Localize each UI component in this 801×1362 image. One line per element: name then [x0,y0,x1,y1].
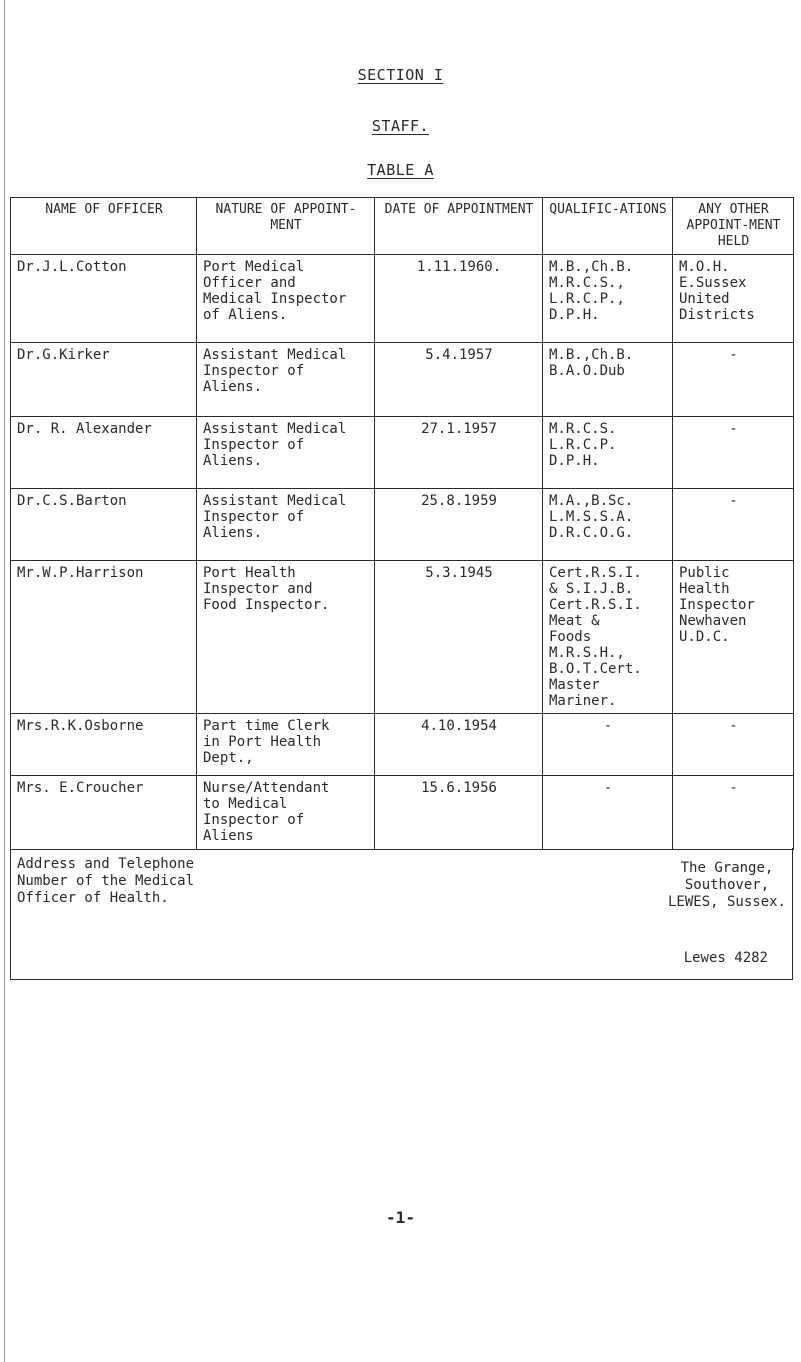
cell-other-appointment-line: Inspector [679,597,755,613]
cell-appointment-nature [197,561,375,714]
section-title [0,66,801,84]
cell-appointment-nature-line: Officer and [203,275,296,291]
footer-label [17,856,194,907]
cell-qualifications-line: M.R.C.S. [549,421,617,437]
cell-other-appointment [673,417,794,489]
staff-title-text: STAFF. [371,117,430,135]
cell-other-appointment-line: E.Sussex [679,275,747,291]
footer-phone: Lewes 4282 [683,950,768,966]
footer-label-line: Number of the Medical [17,873,195,889]
footer-address [668,860,786,911]
table-row [11,255,794,343]
cell-appointment-nature-line: Assistant Medical [203,421,347,437]
cell-qualifications-line: D.P.H. [549,453,600,469]
table-body [11,255,794,850]
column-header-date: DATE OF APPOINTMENT [375,198,543,255]
cell-qualifications [543,561,673,714]
cell-appointment-nature-line: Assistant Medical [203,347,347,363]
cell-qualifications-line: Cert.R.S.I. [549,565,642,581]
cell-qualifications-line: L.M.S.S.A. [549,509,634,525]
cell-other-appointment-line: Public [679,565,730,581]
cell-appointment-nature [197,714,375,776]
cell-qualifications-line: M.A.,B.Sc. [549,493,634,509]
cell-appointment-nature-line: to Medical [203,796,288,812]
cell-appointment-date: 15.6.1956 [375,776,543,850]
cell-other-appointment-line: Districts [679,307,755,323]
cell-appointment-nature-line: Nurse/Attendant [203,780,330,796]
cell-appointment-nature-line: Inspector of [203,437,305,453]
cell-appointment-nature-line: Part time Clerk [203,718,330,734]
cell-officer-name: Mrs. E.Croucher [11,776,197,850]
page-edge [4,0,5,1362]
cell-officer-name: Dr.G.Kirker [11,343,197,417]
footer-label-line: Officer of Health. [17,890,169,906]
table-row [11,489,794,561]
cell-other-appointment-line: - [729,347,738,363]
cell-qualifications-line: L.R.C.P., [549,291,625,307]
address-line: LEWES, Sussex. [667,894,786,910]
cell-qualifications-line: D.R.C.O.G. [549,525,634,541]
cell-appointment-nature [197,417,375,489]
cell-other-appointment [673,343,794,417]
cell-appointment-nature-line: Aliens. [203,453,263,469]
cell-appointment-nature [197,776,375,850]
cell-other-appointment [673,255,794,343]
table-row [11,561,794,714]
cell-appointment-nature-line: Inspector of [203,812,305,828]
cell-appointment-nature-line: of Aliens. [203,307,288,323]
cell-appointment-nature [197,489,375,561]
cell-appointment-nature-line: Aliens. [203,379,263,395]
cell-qualifications-line: - [603,780,613,796]
cell-appointment-nature-line: Inspector of [203,363,305,379]
cell-other-appointment-line: United [679,291,730,307]
cell-appointment-date: 1.11.1960. [375,255,543,343]
cell-other-appointment-line: - [729,493,738,509]
cell-qualifications-line: Meat & [549,613,600,629]
cell-other-appointment-line: U.D.C. [679,629,730,645]
page-number: -1- [386,1208,415,1227]
cell-other-appointment-line: Health [679,581,730,597]
cell-qualifications-line: M.R.C.S., [549,275,625,291]
cell-qualifications-line: M.B.,Ch.B. [549,347,634,363]
cell-appointment-nature-line: in Port Health [203,734,322,750]
address-line: Southover, [684,877,770,893]
cell-appointment-date: 5.4.1957 [375,343,543,417]
column-header-nature: NATURE OF APPOINT-MENT [197,198,375,255]
cell-appointment-date: 5.3.1945 [375,561,543,714]
cell-qualifications-line: L.R.C.P. [549,437,617,453]
cell-appointment-nature-line: Aliens [203,828,254,844]
table-header-row [11,198,794,255]
table-row [11,343,794,417]
cell-appointment-nature-line: Inspector of [203,509,305,525]
cell-qualifications-line: B.A.O.Dub [549,363,625,379]
cell-appointment-date: 27.1.1957 [375,417,543,489]
cell-officer-name: Dr. R. Alexander [11,417,197,489]
cell-officer-name: Dr.C.S.Barton [11,489,197,561]
column-header-other-appointment: ANY OTHER APPOINT-MENT HELD [673,198,794,255]
cell-appointment-nature [197,255,375,343]
cell-appointment-date: 4.10.1954 [375,714,543,776]
contact-footer [10,848,793,980]
cell-officer-name: Dr.J.L.Cotton [11,255,197,343]
cell-appointment-nature-line: Medical Inspector [203,291,347,307]
cell-other-appointment [673,561,794,714]
table-title-text: TABLE A [367,161,434,179]
cell-appointment-nature-line: Port Health [203,565,296,581]
cell-qualifications-line: M.R.S.H., [549,645,625,661]
cell-other-appointment [673,489,794,561]
cell-qualifications [543,255,673,343]
cell-appointment-nature-line: Assistant Medical [203,493,347,509]
staff-table [10,197,794,850]
cell-qualifications [543,714,673,776]
section-title-text: SECTION I [357,66,444,84]
table-title [0,161,801,179]
cell-appointment-nature-line: Aliens. [203,525,263,541]
cell-appointment-nature-line: Dept., [203,750,254,766]
cell-appointment-nature [197,343,375,417]
cell-appointment-date: 25.8.1959 [375,489,543,561]
cell-other-appointment-line: - [729,718,738,734]
cell-other-appointment-line: - [729,780,738,796]
cell-qualifications-line: B.O.T.Cert. [549,661,642,677]
cell-qualifications-line: & S.I.J.B. [549,581,634,597]
footer-label-line: Address and Telephone [17,856,195,872]
cell-appointment-nature-line: Food Inspector. [203,597,330,613]
cell-other-appointment-line: Newhaven [679,613,747,629]
cell-qualifications [543,776,673,850]
cell-qualifications-line: Foods [549,629,592,645]
cell-qualifications-line: Master [549,677,600,693]
address-line: The Grange, [680,860,774,876]
cell-officer-name: Mr.W.P.Harrison [11,561,197,714]
cell-qualifications [543,343,673,417]
table-row [11,714,794,776]
column-header-qualifications: QUALIFIC-ATIONS [543,198,673,255]
cell-appointment-nature-line: Port Medical [203,259,305,275]
cell-qualifications-line: - [603,718,613,734]
cell-other-appointment-line: - [729,421,738,437]
staff-title [0,117,801,135]
cell-other-appointment-line: M.O.H. [679,259,730,275]
table-row [11,776,794,850]
cell-qualifications-line: M.B.,Ch.B. [549,259,634,275]
cell-other-appointment [673,776,794,850]
cell-qualifications [543,489,673,561]
cell-qualifications-line: Cert.R.S.I. [549,597,642,613]
cell-appointment-nature-line: Inspector and [203,581,313,597]
table-row [11,417,794,489]
column-header-name: NAME OF OFFICER [11,198,197,255]
cell-qualifications [543,417,673,489]
cell-qualifications-line: Mariner. [549,693,617,709]
cell-other-appointment [673,714,794,776]
cell-qualifications-line: D.P.H. [549,307,600,323]
cell-officer-name: Mrs.R.K.Osborne [11,714,197,776]
